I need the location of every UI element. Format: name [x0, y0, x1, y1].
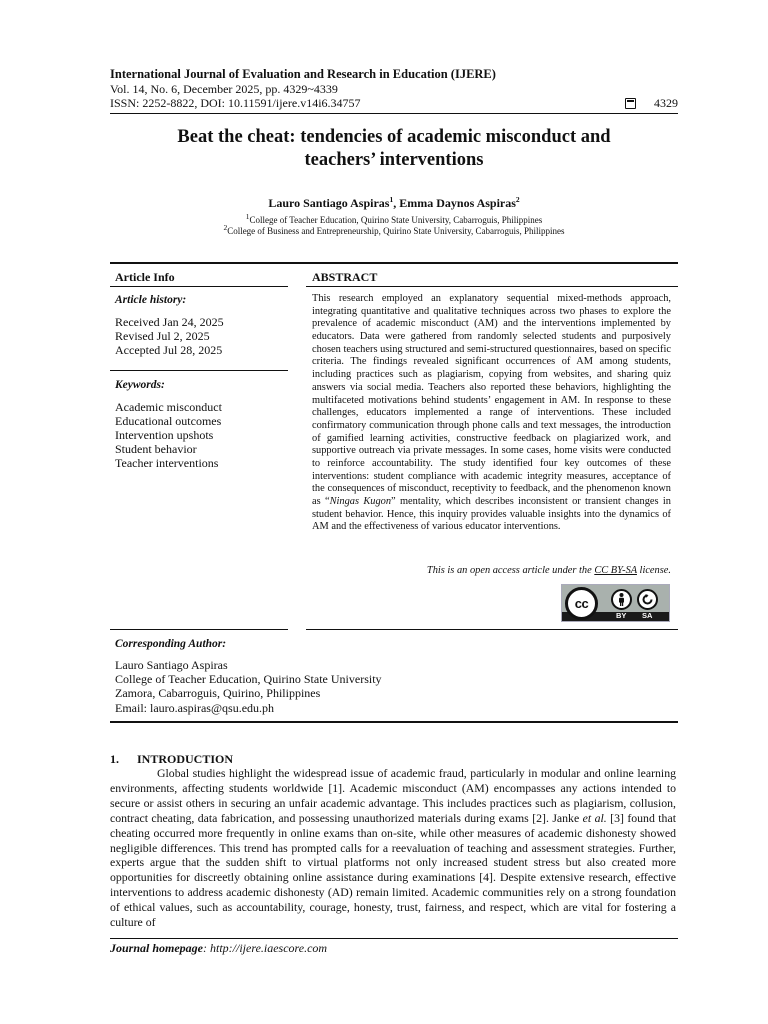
paper-title — [110, 126, 678, 171]
share-alike-icon — [637, 589, 658, 610]
author-separator: , — [393, 196, 400, 210]
introduction-text — [110, 766, 676, 930]
corresponding-dept: College of Teacher Education, Quirino State University — [115, 672, 382, 687]
sa-label: SA — [642, 611, 653, 620]
license-suffix: license. — [636, 565, 671, 576]
keywords-section — [110, 378, 288, 470]
received-date: Received Jan 24, 2025 — [115, 315, 224, 329]
keyword-item: Intervention upshots — [115, 428, 214, 442]
homepage-separator: : — [203, 941, 211, 955]
info-top-rule — [110, 262, 678, 264]
footer-rule — [110, 938, 678, 939]
section-title: INTRODUCTION — [137, 752, 234, 766]
corresponding-email[interactable]: Email: lauro.aspiras@qsu.edu.ph — [115, 700, 275, 715]
article-info-column — [110, 270, 288, 284]
revised-date: Revised Jul 2, 2025 — [115, 329, 210, 343]
license-prefix: This is an open access article under the — [426, 565, 595, 576]
keyword-item: Academic misconduct — [115, 400, 222, 414]
abstract-text — [312, 293, 671, 534]
abstract-rule — [306, 286, 678, 287]
abstract-heading: ABSTRACT — [312, 270, 378, 284]
by-label: BY — [616, 611, 627, 620]
keywords-heading: Keywords: — [115, 379, 165, 391]
affiliation-2-sup: 2 — [223, 223, 228, 232]
abstract-bottom-rule — [306, 629, 678, 630]
page-marker — [625, 96, 678, 111]
issn-row — [110, 96, 678, 111]
homepage-label: Journal homepage — [110, 941, 204, 955]
title-line-1: Beat the cheat: tendencies of academic misconduct and — [177, 127, 611, 147]
volume-line: Vol. 14, No. 6, December 2025, pp. 4329~4339 — [110, 81, 338, 96]
history-rule — [110, 370, 288, 371]
page-number: 4329 — [654, 96, 678, 110]
keyword-item: Teacher interventions — [115, 456, 219, 470]
abstract-italic-term: Ningas Kugon — [329, 496, 392, 507]
corresponding-address: Zamora, Cabarroguis, Quirino, Philippines — [115, 686, 321, 701]
author-2-sup: 2 — [515, 195, 520, 204]
license-statement — [312, 565, 671, 576]
corresponding-heading: Corresponding Author: — [115, 638, 227, 650]
homepage-url[interactable]: http://ijere.iaescore.com — [210, 941, 328, 955]
intro-body-2: [3] found that cheating occurred more frequently in online exams than on-site, while other measures of academic dishonesty showed negligible differences. This trend has prompted calls for a reevaluation of teaching and assessment strategies. Further, experts argue that the sudden shift to virtual platforms not only increased student stress but also created more opportunities for discreetly obtaining online assistance during examinations [4]. Despite extensive research, effective interventions to address academic dishonesty (AD) remain limited. Academic communities rely on a strong foundation of ethical values, such as accountability, courage, honesty, trust, fairness, and respect, which are vital for fostering a culture of — [110, 810, 676, 930]
header-rule — [110, 113, 678, 114]
article-history — [110, 293, 288, 357]
journal-homepage — [110, 941, 327, 956]
intro-body-1: Global studies highlight the widespread issue of academic fraud, particularly in modular and online learning environments, affecting students worldwide [1]. Academic misconduct (AM) encompasses any actions intended to secure or assist others in securing an unfair academic advantage. This includes practices such as plagiarism, collusion, contract cheating, data fabrication, and possessing unauthorized materials during exams [2]. Janke — [110, 766, 676, 825]
cc-icon: cc — [565, 587, 598, 620]
article-info-rule — [110, 286, 288, 287]
cc-by-sa-badge[interactable] — [561, 584, 670, 622]
history-heading: Article history: — [115, 294, 187, 306]
intro-italic: et al. — [582, 810, 607, 825]
section-number: 1. — [110, 752, 119, 766]
affiliation-2 — [110, 222, 678, 238]
author-2: Emma Daynos Aspiras — [399, 196, 516, 210]
author-1-sup: 1 — [389, 195, 394, 204]
author-1: Lauro Santiago Aspiras — [268, 196, 390, 210]
keyword-item: Educational outcomes — [115, 414, 222, 428]
corresponding-details — [115, 658, 535, 715]
person-icon — [611, 589, 632, 610]
journal-header — [110, 67, 678, 111]
introduction-heading — [110, 752, 233, 767]
affiliation-1-text: College of Teacher Education, Quirino State University, Cabarroguis, Philippines — [249, 215, 543, 225]
abstract-body: This research employed an explanatory sequential mixed-methods approach, integrating quantitative and qualitative techniques across two phases to explore the prevalence of academic misconduct (AM) and the interventions implemented by educators. Data were gathered from randomly selected students and purposively chosen teachers using structured and semi-structured questionnaires, based on specific criteria. The findings revealed significant occurrences of AM among students, including practices such as plagiarism, copying from websites, and sharing quiz answers via social media. Teachers also reported these behaviors, highlighting the multifaceted motivations behind students’ engagement in AM. In response to these challenges, educators implemented a range of interventions. These included confirmatory communication through phone calls and text messages, the introduction of gamified learning activities, constructive feedback on plagiarized work, and supportive outreach via private messages. In some cases, home visits were conducted to reinforce accountability. The study identified four key outcomes of these interventions: student compliance with academic integrity measures, acceptance of the consequences of misconduct, receptivity to feedback, and the phenomenon known as “ — [312, 293, 671, 507]
title-line-2: teachers’ interventions — [304, 149, 484, 170]
abstract-body-end: ” mentality, which describes inconsistent or transient changes in student behavior. Hence, this inquiry provides valuable insights into the dynamics of AM and the effectiveness of various educator interventions. — [312, 496, 671, 533]
issn-doi: ISSN: 2252-8822, DOI: 10.11591/ijere.v14i6.34757 — [110, 96, 361, 110]
keywords-bottom-rule — [110, 629, 288, 630]
page-icon — [625, 98, 636, 109]
license-link[interactable]: CC BY-SA — [594, 565, 637, 576]
corresponding-bottom-rule — [110, 721, 678, 723]
affiliation-1-sup: 1 — [245, 212, 250, 221]
keyword-item: Student behavior — [115, 442, 197, 456]
journal-name: International Journal of Evaluation and Research in Education (IJERE) — [110, 67, 496, 81]
author-list — [110, 195, 678, 211]
affiliation-2-text: College of Business and Entrepreneurship, Quirino State University, Cabarroguis, Philippines — [227, 226, 565, 236]
article-info-heading: Article Info — [115, 270, 175, 284]
accepted-date: Accepted Jul 28, 2025 — [115, 343, 223, 357]
corresponding-name: Lauro Santiago Aspiras — [115, 658, 228, 672]
